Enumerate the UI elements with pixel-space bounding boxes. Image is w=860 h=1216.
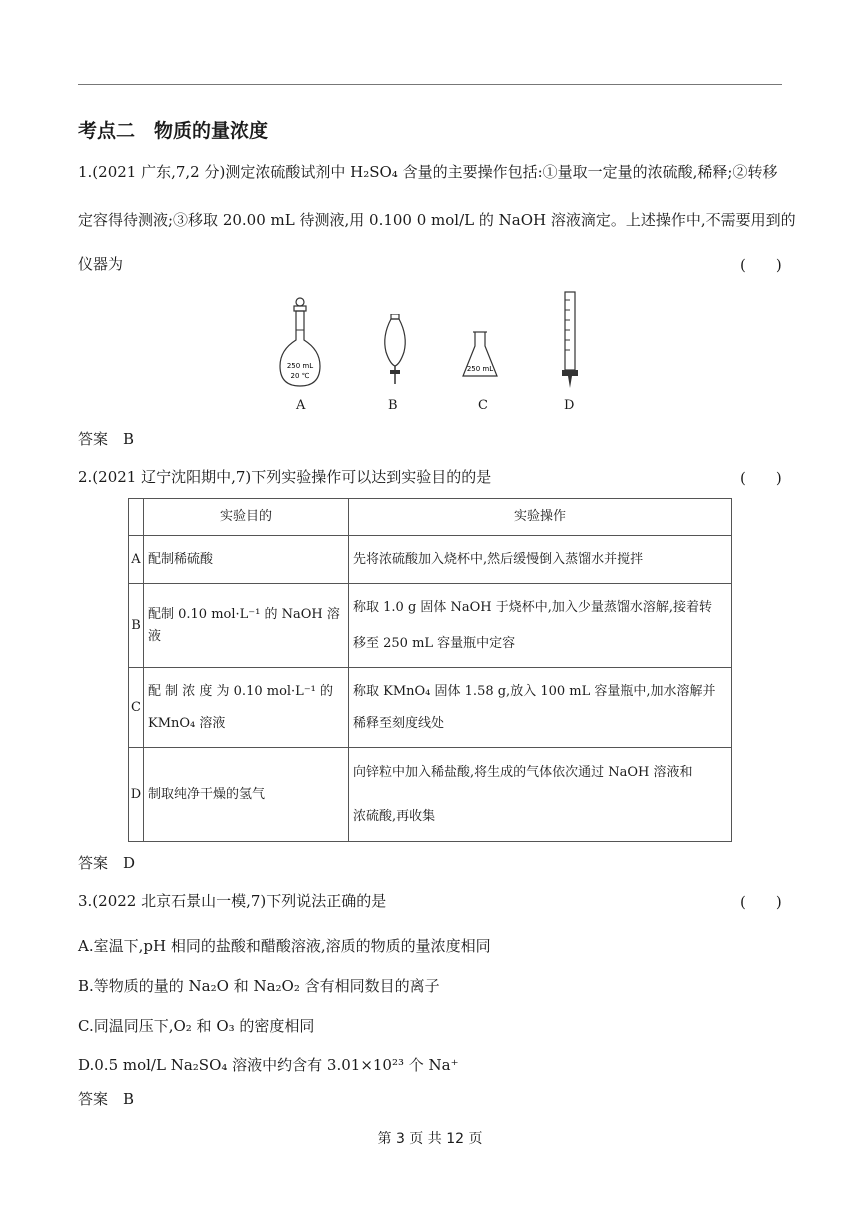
- figure-label-a: A: [296, 398, 306, 413]
- row-label: C: [129, 668, 144, 748]
- q3-option-d: D.0.5 mol/L Na₂SO₄ 溶液中约含有 3.01×10²³ 个 Na⁺: [78, 1056, 459, 1074]
- q1-answer: 答案 B: [78, 430, 135, 448]
- conical-flask-figure: [460, 330, 500, 380]
- figure-label-d: D: [564, 398, 575, 413]
- table-header-blank: [129, 499, 144, 536]
- q2-answer-paren: ( ): [740, 469, 782, 487]
- table-row: [129, 668, 732, 748]
- row-label: D: [129, 748, 144, 842]
- figure-label-b: B: [388, 398, 398, 413]
- page-footer: 第 3 页 共 12 页: [377, 1131, 483, 1147]
- figure-label-c: C: [478, 398, 488, 413]
- row-operation-line-2: 稀释至刻度线处: [353, 715, 445, 731]
- q3-answer: 答案 B: [78, 1090, 135, 1108]
- q3-stem: 3.(2022 北京石景山一模,7)下列说法正确的是: [78, 892, 387, 910]
- row-goal-line-2: KMnO₄ 溶液: [148, 715, 226, 731]
- row-label: A: [129, 536, 144, 584]
- row-goal: [144, 668, 349, 748]
- row-operation-line-2: 移至 250 mL 容量瓶中定容: [353, 635, 516, 651]
- flask-a-volume-text: 250 mL: [286, 362, 314, 370]
- flask-a-temp-text: 20 ℃: [290, 372, 310, 380]
- row-operation-line-1: 称取 1.0 g 固体 NaOH 于烧杯中,加入少量蒸馏水溶解,接着转: [353, 599, 713, 615]
- burette-figure: [558, 290, 582, 390]
- row-goal: 配制稀硫酸: [144, 536, 349, 584]
- table-header-goal: 实验目的: [144, 499, 349, 536]
- table-row: [129, 748, 732, 842]
- q3-option-a: A.室温下,pH 相同的盐酸和醋酸溶液,溶质的物质的量浓度相同: [78, 937, 491, 955]
- q1-line-3: 仪器为: [78, 255, 124, 273]
- row-goal-line-1: 配 制 浓 度 为 0.10 mol·L⁻¹ 的: [148, 683, 334, 699]
- q1-line-2: 定容得待测液;③移取 20.00 mL 待测液,用 0.100 0 mol/L 的 NaOH 溶液滴定。上述操作中,不需要用到的: [78, 211, 796, 229]
- table-header-row: [129, 499, 732, 536]
- q3-option-c: C.同温同压下,O₂ 和 O₃ 的密度相同: [78, 1017, 315, 1035]
- table-row: [129, 584, 732, 668]
- separatory-funnel-figure: [380, 314, 410, 386]
- row-operation: [349, 748, 732, 842]
- q1-answer-paren: ( ): [740, 256, 782, 274]
- table-row: [129, 536, 732, 584]
- q2-stem: 2.(2021 辽宁沈阳期中,7)下列实验操作可以达到实验目的的是: [78, 468, 492, 486]
- header-rule: [78, 84, 782, 85]
- row-operation: [349, 668, 732, 748]
- q1-line-1: 1.(2021 广东,7,2 分)测定浓硫酸试剂中 H₂SO₄ 含量的主要操作包括:①量取一定量的浓硫酸,稀释;②转移: [78, 163, 778, 181]
- q3-option-b: B.等物质的量的 Na₂O 和 Na₂O₂ 含有相同数目的离子: [78, 977, 440, 995]
- q2-answer: 答案 D: [78, 854, 136, 872]
- q3-answer-paren: ( ): [740, 893, 782, 911]
- row-operation: 先将浓硫酸加入烧杯中,然后缓慢倒入蒸馏水并搅拌: [349, 536, 732, 584]
- row-label: B: [129, 584, 144, 668]
- row-operation-line-1: 称取 KMnO₄ 固体 1.58 g,放入 100 mL 容量瓶中,加水溶解并: [353, 683, 716, 699]
- row-operation-line-1: 向锌粒中加入稀盐酸,将生成的气体依次通过 NaOH 溶液和: [353, 764, 693, 780]
- flask-c-volume-text: 250 mL: [466, 365, 494, 373]
- section-title: 考点二 物质的量浓度: [78, 120, 269, 142]
- volumetric-flask-figure: [278, 292, 338, 392]
- experiment-table: [128, 498, 732, 842]
- table-header-operation: 实验操作: [349, 499, 732, 536]
- row-goal: 配制 0.10 mol·L⁻¹ 的 NaOH 溶液: [144, 584, 349, 668]
- row-operation: [349, 584, 732, 668]
- row-operation-line-2: 浓硫酸,再收集: [353, 808, 436, 824]
- row-goal: 制取纯净干燥的氢气: [144, 748, 349, 842]
